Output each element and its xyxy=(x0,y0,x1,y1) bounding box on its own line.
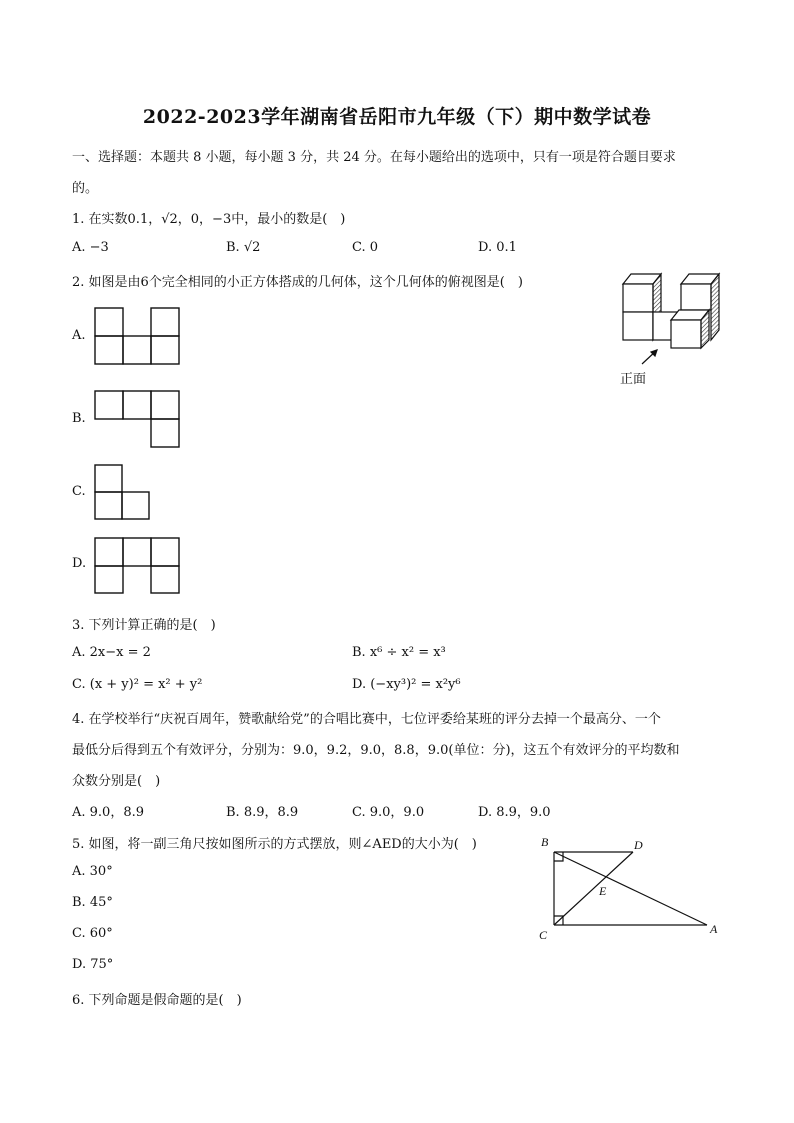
question-2-figure-label: 正面 xyxy=(620,372,647,387)
question-5-option-c[interactable]: C. 60° xyxy=(72,926,113,941)
question-5-option-b[interactable]: B. 45° xyxy=(72,895,113,910)
question-1-stem xyxy=(72,208,345,227)
question-5-option-a[interactable]: A. 30° xyxy=(72,864,113,879)
question-3-stem: 3. 下列计算正确的是( ) xyxy=(72,618,216,633)
question-4-option-c[interactable]: C. 9.0，9.0 xyxy=(352,805,425,820)
question-4-line-2: 最低分后得到五个有效评分，分别为：9.0，9.2，9.0，8.8，9.0(单位：分)，这五个有效评分的平均数和 xyxy=(72,743,680,758)
question-4-option-a[interactable]: A. 9.0，8.9 xyxy=(72,805,145,820)
section-header-line-2: 的。 xyxy=(72,181,99,196)
question-5-option-d[interactable]: D. 75° xyxy=(72,957,114,972)
question-2-option-d-figure[interactable] xyxy=(94,537,180,597)
question-2-option-c-label[interactable]: C. xyxy=(72,484,86,499)
question-1-option-a[interactable]: A. −3 xyxy=(72,240,109,255)
question-3-option-a[interactable]: A. 2x−x = 2 xyxy=(72,645,151,660)
question-1-option-d[interactable]: D. 0.1 xyxy=(478,240,517,255)
question-3-option-d[interactable]: D. (−xy³)² = x²y⁶ xyxy=(352,677,461,692)
question-1-sqrt: √2 xyxy=(161,212,178,227)
point-d-label: D xyxy=(634,838,643,852)
question-2-option-b-label[interactable]: B. xyxy=(72,411,86,426)
question-1-option-c[interactable]: C. 0 xyxy=(352,240,379,255)
section-header-line-1: 一、选择题：本题共 8 小题，每小题 3 分，共 24 分。在每小题给出的选项中，只有一项是符合题目要求 xyxy=(72,150,676,165)
question-3-option-c[interactable]: C. (x + y)² = x² + y² xyxy=(72,677,203,692)
question-2-option-c-figure[interactable] xyxy=(94,464,154,520)
question-3-option-b[interactable]: B. x⁶ ÷ x² = x³ xyxy=(352,645,446,660)
point-b-label: B xyxy=(541,835,549,849)
question-2-stem: 2. 如图是由6个完全相同的小正方体搭成的几何体，这个几何体的俯视图是( ) xyxy=(72,275,523,290)
question-2-option-b-figure[interactable] xyxy=(94,390,180,450)
question-2-option-d-label[interactable]: D. xyxy=(72,556,87,571)
point-c-label: C xyxy=(539,928,548,942)
point-e-label: E xyxy=(599,884,607,898)
question-6-stem: 6. 下列命题是假命题的是( ) xyxy=(72,993,242,1008)
question-1-stem-part-b: ，0，−3中，最小的数是( ) xyxy=(177,212,346,227)
question-4-line-1: 4. 在学校举行“庆祝百周年，赞歌献给党”的合唱比赛中，七位评委给某班的评分去掉一个最高分、一个 xyxy=(72,712,661,727)
point-a-label: A xyxy=(710,922,718,936)
question-4-option-b[interactable]: B. 8.9，8.9 xyxy=(226,805,299,820)
question-4-option-d[interactable]: D. 8.9，9.0 xyxy=(478,805,551,820)
question-5-stem: 5. 如图，将一副三角尺按如图所示的方式摆放，则∠AED的大小为( ) xyxy=(72,837,477,852)
question-5-triangle-figure xyxy=(535,832,725,942)
question-1-option-b[interactable]: B. √2 xyxy=(226,240,261,255)
question-1-stem-part-a: 1. 在实数0.1， xyxy=(72,212,162,227)
page-title: 2022-2023学年湖南省岳阳市九年级（下）期中数学试卷 xyxy=(142,106,652,128)
question-2-option-a-label[interactable]: A. xyxy=(72,328,86,343)
question-2-option-a-figure[interactable] xyxy=(94,307,180,367)
question-4-line-3: 众数分别是( ) xyxy=(72,774,161,789)
